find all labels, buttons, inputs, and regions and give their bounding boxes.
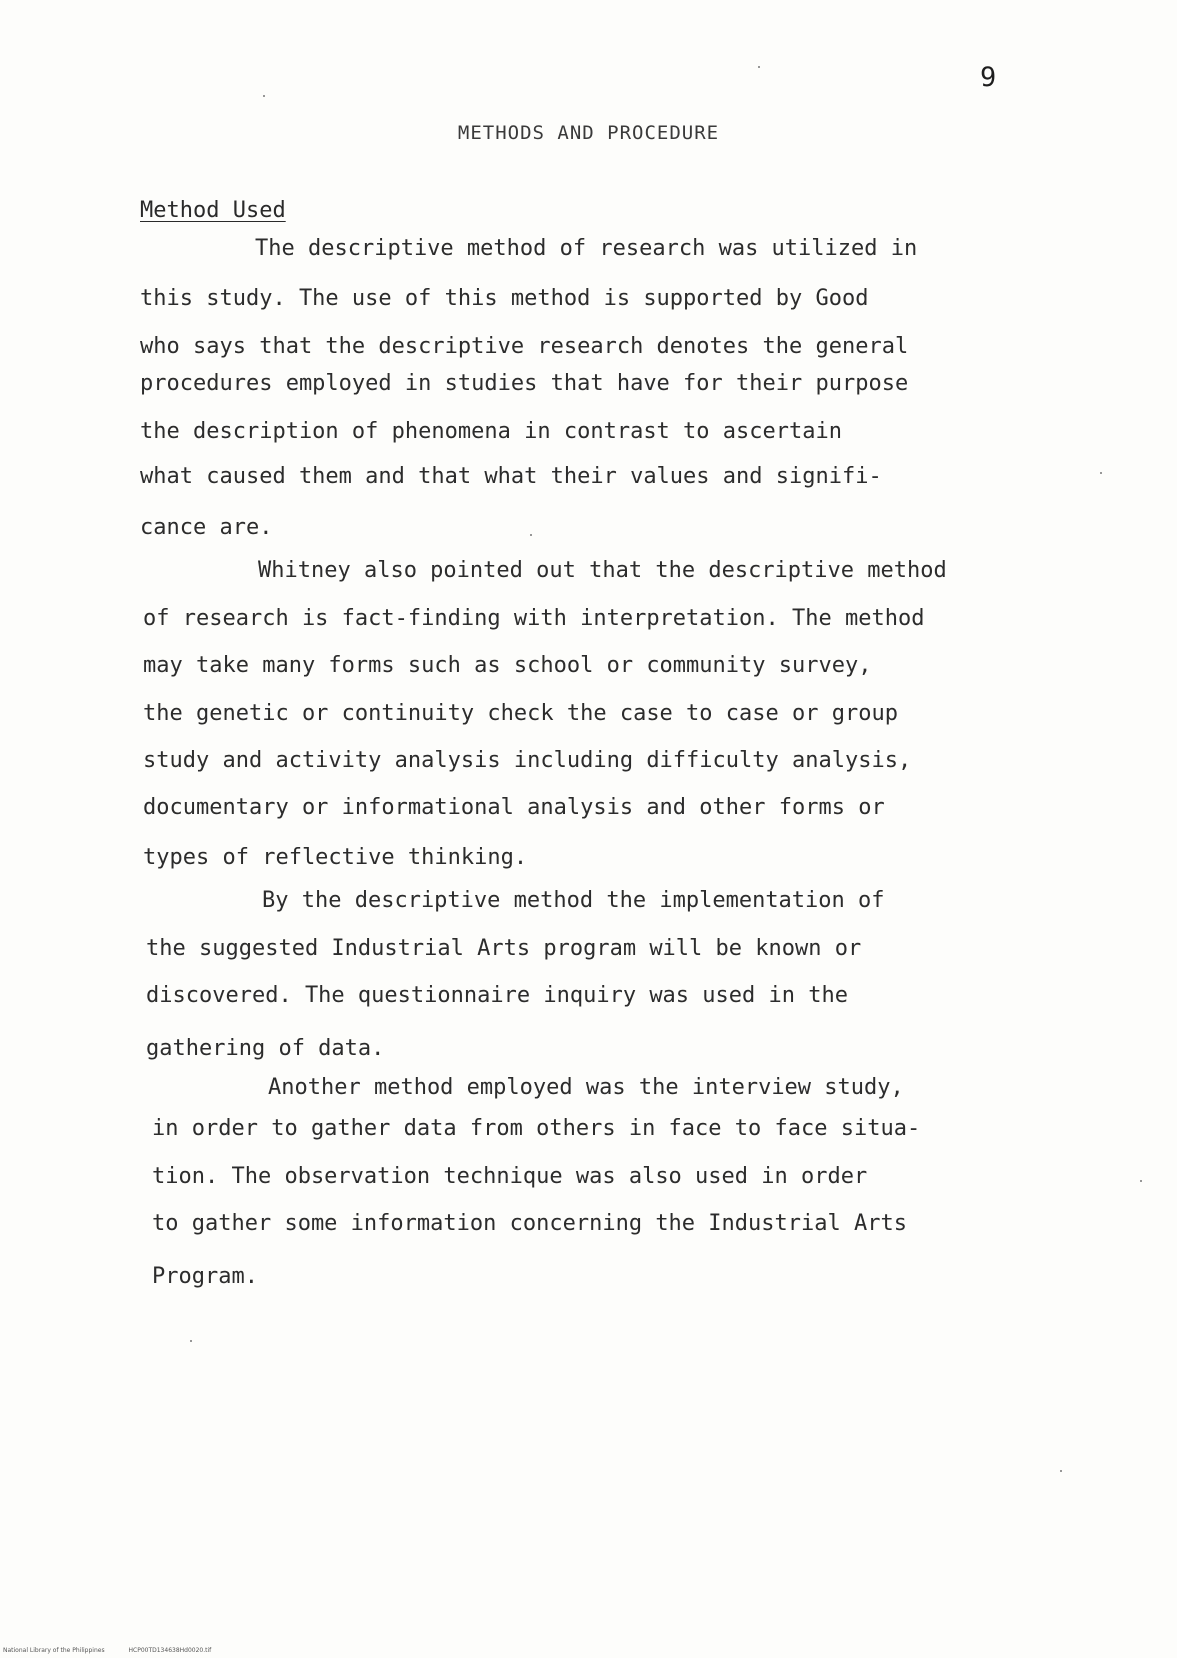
paragraph-4-line-1: Another method employed was the interview study, bbox=[268, 1075, 904, 1100]
paragraph-3-line-4: gathering of data. bbox=[146, 1036, 385, 1061]
paragraph-4-line-5: Program. bbox=[152, 1264, 258, 1289]
paragraph-1-line-5: the description of phenomena in contrast to ascertain bbox=[140, 419, 842, 444]
paragraph-4-line-2: in order to gather data from others in face to face situa- bbox=[152, 1116, 921, 1141]
scan-footer bbox=[3, 1647, 233, 1654]
paragraph-3-line-2: the suggested Industrial Arts program will be known or bbox=[146, 936, 862, 961]
paragraph-3-line-3: discovered. The questionnaire inquiry was used in the bbox=[146, 983, 848, 1008]
paragraph-2-line-6: documentary or informational analysis and other forms or bbox=[143, 795, 885, 820]
scan-speck bbox=[758, 66, 760, 68]
paragraph-2-line-1: Whitney also pointed out that the descriptive method bbox=[258, 558, 947, 583]
paragraph-4-line-4: to gather some information concerning the Industrial Arts bbox=[152, 1211, 907, 1236]
scan-speck bbox=[530, 534, 532, 536]
paragraph-1-line-4: procedures employed in studies that have for their purpose bbox=[140, 371, 909, 396]
paragraph-1-line-1: The descriptive method of research was utilized in bbox=[255, 236, 918, 261]
paragraph-2-line-3: may take many forms such as school or community survey, bbox=[143, 653, 872, 678]
paragraph-1-line-2: this study. The use of this method is supported by Good bbox=[140, 286, 869, 311]
paragraph-2-line-4: the genetic or continuity check the case to case or group bbox=[143, 701, 898, 726]
scan-speck bbox=[1140, 1180, 1142, 1182]
paragraph-2-line-5: study and activity analysis including difficulty analysis, bbox=[143, 748, 912, 773]
paragraph-3-line-1: By the descriptive method the implementation of bbox=[262, 888, 885, 913]
footer-source: National Library of the Philippines bbox=[3, 1647, 105, 1654]
scan-speck bbox=[1100, 472, 1102, 474]
scan-speck bbox=[1060, 1470, 1062, 1472]
page-number: 9 bbox=[980, 62, 997, 93]
paragraph-4-line-3: tion. The observation technique was also used in order bbox=[152, 1164, 868, 1189]
paragraph-2-line-2: of research is fact-finding with interpretation. The method bbox=[143, 606, 925, 631]
paragraph-2-line-7: types of reflective thinking. bbox=[143, 845, 528, 870]
scan-speck bbox=[190, 1340, 192, 1342]
section-title: Method Used bbox=[140, 198, 286, 223]
scan-speck bbox=[263, 95, 265, 97]
footer-file: HCP00TD134638Hd0020.tif bbox=[128, 1647, 212, 1654]
paragraph-1-line-3: who says that the descriptive research denotes the general bbox=[140, 334, 909, 359]
paragraph-1-line-6: what caused them and that what their values and signifi- bbox=[140, 464, 882, 489]
paragraph-1-line-7: cance are. bbox=[140, 515, 273, 540]
page-heading: METHODS AND PROCEDURE bbox=[457, 122, 720, 144]
